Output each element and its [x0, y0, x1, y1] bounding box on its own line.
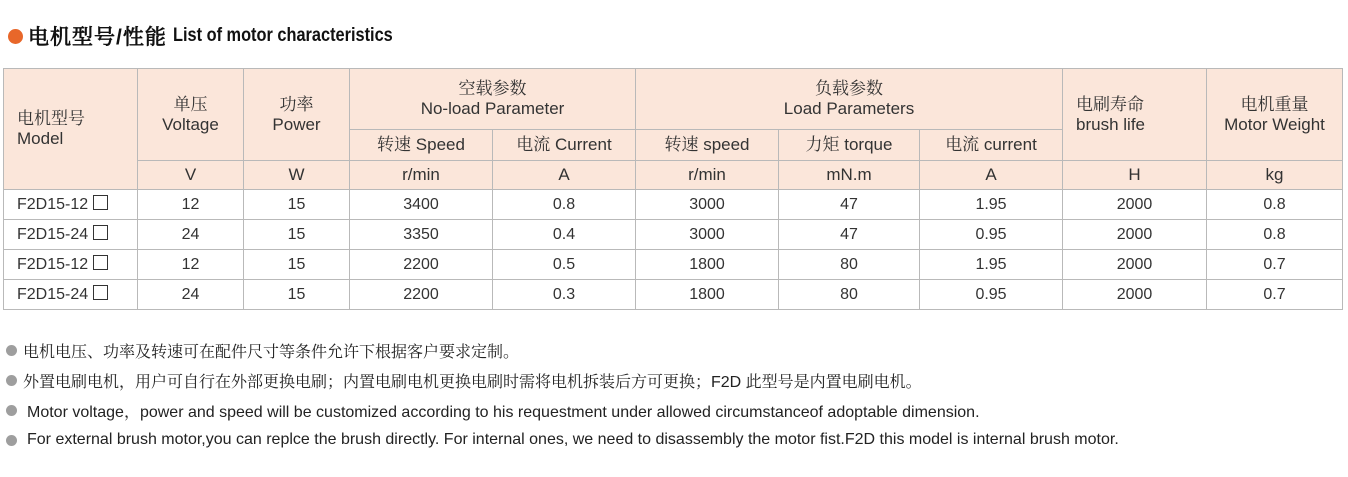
unit-cell: A: [493, 161, 636, 190]
header-l-current: 电流 current: [920, 130, 1063, 161]
nl-speed-cell: 2200: [350, 280, 493, 310]
header-load: [636, 69, 1063, 130]
bullet-icon: [6, 405, 17, 416]
header-model: [4, 69, 138, 190]
header-weight-en: Motor Weight: [1224, 114, 1325, 134]
table-row: [4, 220, 1343, 250]
checkbox-icon: [93, 255, 108, 270]
unit-cell: r/min: [636, 161, 779, 190]
note-text: 外置电刷电机，用户可自行在外部更换电刷；内置电刷电机更换电刷时需将电机拆装后方可更换；F2D 此型号是内置电刷电机。: [23, 373, 922, 391]
note-item: [6, 335, 1119, 365]
bullet-icon: [6, 435, 17, 446]
header-model-cn: 电机型号: [17, 109, 85, 128]
note-item: [6, 425, 1119, 455]
model-name: F2D15-12: [17, 255, 89, 273]
voltage-cell: 12: [138, 190, 244, 220]
checkbox-icon: [93, 195, 108, 210]
power-cell: 15: [244, 280, 350, 310]
l-speed-cell: 3000: [636, 190, 779, 220]
table-row: [4, 250, 1343, 280]
unit-cell: A: [920, 161, 1063, 190]
nl-current-cell: 0.5: [493, 250, 636, 280]
header-voltage-en: Voltage: [162, 114, 219, 134]
voltage-cell: 24: [138, 280, 244, 310]
checkbox-icon: [93, 225, 108, 240]
notes-list: [6, 335, 1119, 455]
l-current-cell: 1.95: [920, 190, 1063, 220]
bullet-icon: [6, 375, 17, 386]
checkbox-icon: [93, 285, 108, 300]
header-weight: [1207, 69, 1343, 161]
weight-cell: 0.7: [1207, 250, 1343, 280]
unit-cell: mN.m: [779, 161, 920, 190]
nl-current-cell: 0.3: [493, 280, 636, 310]
header-noload: [350, 69, 636, 130]
unit-cell: V: [138, 161, 244, 190]
header-row-1: [4, 69, 1343, 130]
l-speed-cell: 1800: [636, 280, 779, 310]
power-cell: 15: [244, 250, 350, 280]
life-cell: 2000: [1063, 250, 1207, 280]
unit-cell: r/min: [350, 161, 493, 190]
l-torque-cell: 47: [779, 190, 920, 220]
note-text: Motor voltage，power and speed will be customized according to his requestment under allowed circumstanceof adoptable dimension.: [27, 403, 980, 421]
l-torque-cell: 47: [779, 220, 920, 250]
model-name: F2D15-24: [17, 225, 89, 243]
header-load-cn: 负载参数: [815, 79, 883, 98]
header-noload-cn: 空载参数: [458, 79, 527, 98]
table-row: [4, 280, 1343, 310]
header-nl-current: 电流 Current: [493, 130, 636, 161]
note-item: [6, 365, 1119, 395]
model-cell: [4, 280, 138, 310]
weight-cell: 0.8: [1207, 220, 1343, 250]
life-cell: 2000: [1063, 190, 1207, 220]
l-speed-cell: 3000: [636, 220, 779, 250]
section-title-en: List of motor characteristics: [172, 25, 393, 46]
unit-cell: H: [1063, 161, 1207, 190]
header-voltage: [138, 69, 244, 161]
unit-cell: W: [244, 161, 350, 190]
life-cell: 2000: [1063, 220, 1207, 250]
motor-characteristics-table: [3, 68, 1343, 310]
l-speed-cell: 1800: [636, 250, 779, 280]
header-brush-life-en: brush life: [1076, 114, 1145, 134]
life-cell: 2000: [1063, 280, 1207, 310]
l-current-cell: 1.95: [920, 250, 1063, 280]
header-power-en: Power: [272, 114, 321, 134]
power-cell: 15: [244, 190, 350, 220]
header-brush-life-cn: 电刷寿命: [1076, 94, 1145, 114]
model-name: F2D15-24: [17, 285, 89, 303]
power-cell: 15: [244, 220, 350, 250]
header-nl-speed: 转速 Speed: [350, 130, 493, 161]
nl-speed-cell: 2200: [350, 250, 493, 280]
section-title-cn: 电机型号/性能: [28, 26, 167, 49]
section-title: [8, 22, 428, 50]
note-text: 电机电压、功率及转速可在配件尺寸等条件允许下根据客户要求定制。: [23, 343, 520, 361]
l-torque-cell: 80: [779, 280, 920, 310]
header-voltage-cn: 单压: [173, 94, 208, 114]
nl-speed-cell: 3400: [350, 190, 493, 220]
orange-dot-icon: [8, 29, 23, 44]
table-row: [4, 190, 1343, 220]
model-cell: [4, 190, 138, 220]
model-cell: [4, 250, 138, 280]
l-torque-cell: 80: [779, 250, 920, 280]
note-item: [6, 395, 1119, 425]
voltage-cell: 24: [138, 220, 244, 250]
l-current-cell: 0.95: [920, 220, 1063, 250]
header-power: [244, 69, 350, 161]
weight-cell: 0.8: [1207, 190, 1343, 220]
units-row: [4, 161, 1343, 190]
weight-cell: 0.7: [1207, 280, 1343, 310]
model-name: F2D15-12: [17, 195, 89, 213]
header-l-torque: 力矩 torque: [779, 130, 920, 161]
header-power-cn: 功率: [279, 94, 314, 114]
voltage-cell: 12: [138, 250, 244, 280]
nl-current-cell: 0.8: [493, 190, 636, 220]
model-cell: [4, 220, 138, 250]
nl-current-cell: 0.4: [493, 220, 636, 250]
header-model-en: Model: [17, 129, 64, 148]
unit-cell: kg: [1207, 161, 1343, 190]
l-current-cell: 0.95: [920, 280, 1063, 310]
header-noload-en: No-load Parameter: [420, 99, 565, 118]
header-l-speed: 转速 speed: [636, 130, 779, 161]
note-text: For external brush motor,you can replce the brush directly. For internal ones, we need to disassembly the motor fist.F2D this model is internal brush motor.: [27, 431, 1119, 448]
bullet-icon: [6, 345, 17, 356]
header-weight-cn: 电机重量: [1240, 94, 1309, 114]
nl-speed-cell: 3350: [350, 220, 493, 250]
header-load-en: Load Parameters: [783, 99, 915, 118]
header-brush-life: [1063, 69, 1207, 161]
